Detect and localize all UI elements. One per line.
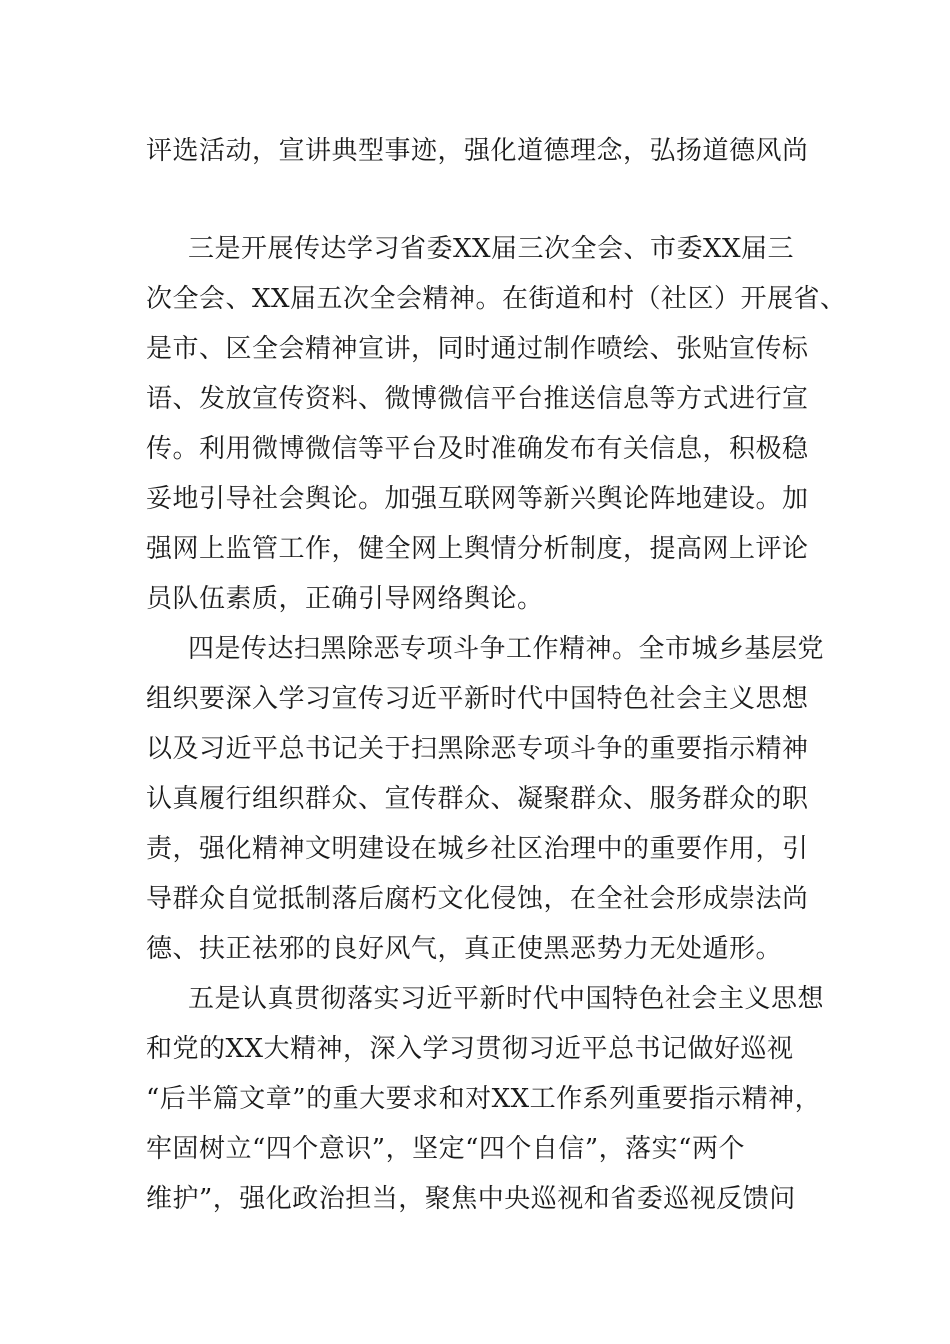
text-line: 是市、区全会精神宣讲，同时通过制作喷绘、张贴宣传标 — [146, 334, 809, 364]
text-line: 传。利用微博微信等平台及时准确发布有关信息，积极稳 — [146, 434, 809, 464]
paragraph-start-line: 五是认真贯彻落实习近平新时代中国特色社会主义思想 — [188, 984, 825, 1014]
text-line: 德、扶正祛邪的良好风气，真正使黑恶势力无处遁形。 — [146, 934, 783, 964]
text-line: 强网上监管工作，健全网上舆情分析制度，提高网上评论 — [146, 534, 809, 564]
text-line: 次全会、XX届五次全会精神。在街道和村（社区）开展省、 — [146, 284, 847, 314]
text-line: 员队伍素质，正确引导网络舆论。 — [146, 584, 544, 614]
text-line: 和党的XX大精神，深入学习贯彻习近平总书记做好巡视 — [146, 1034, 794, 1064]
paragraph-start-line: 三是开展传达学习省委XX届三次全会、市委XX届三 — [188, 234, 795, 264]
text-line: 导群众自觉抵制落后腐朽文化侵蚀，在全社会形成崇法尚 — [146, 884, 809, 914]
text-line: 牢固树立“四个意识”，坚定“四个自信”，落实“两个 — [146, 1134, 745, 1164]
text-line: “后半篇文章”的重大要求和对XX工作系列重要指示精神， — [146, 1084, 822, 1114]
text-line: 责，强化精神文明建设在城乡社区治理中的重要作用，引 — [146, 834, 809, 864]
text-line: 认真履行组织群众、宣传群众、凝聚群众、服务群众的职 — [146, 784, 809, 814]
text-line: 以及习近平总书记关于扫黑除恶专项斗争的重要指示精神 — [146, 734, 809, 764]
text-line: 维护”，强化政治担当，聚焦中央巡视和省委巡视反馈问 — [146, 1184, 796, 1214]
paragraph-start-line: 四是传达扫黑除恶专项斗争工作精神。全市城乡基层党 — [188, 634, 825, 664]
text-line: 妥地引导社会舆论。加强互联网等新兴舆论阵地建设。加 — [146, 484, 809, 514]
text-line: 评选活动，宣讲典型事迹，强化道德理念，弘扬道德风尚 — [146, 136, 809, 166]
text-line: 语、发放宣传资料、微博微信平台推送信息等方式进行宣 — [146, 384, 809, 414]
text-line: 组织要深入学习宣传习近平新时代中国特色社会主义思想 — [146, 684, 809, 714]
